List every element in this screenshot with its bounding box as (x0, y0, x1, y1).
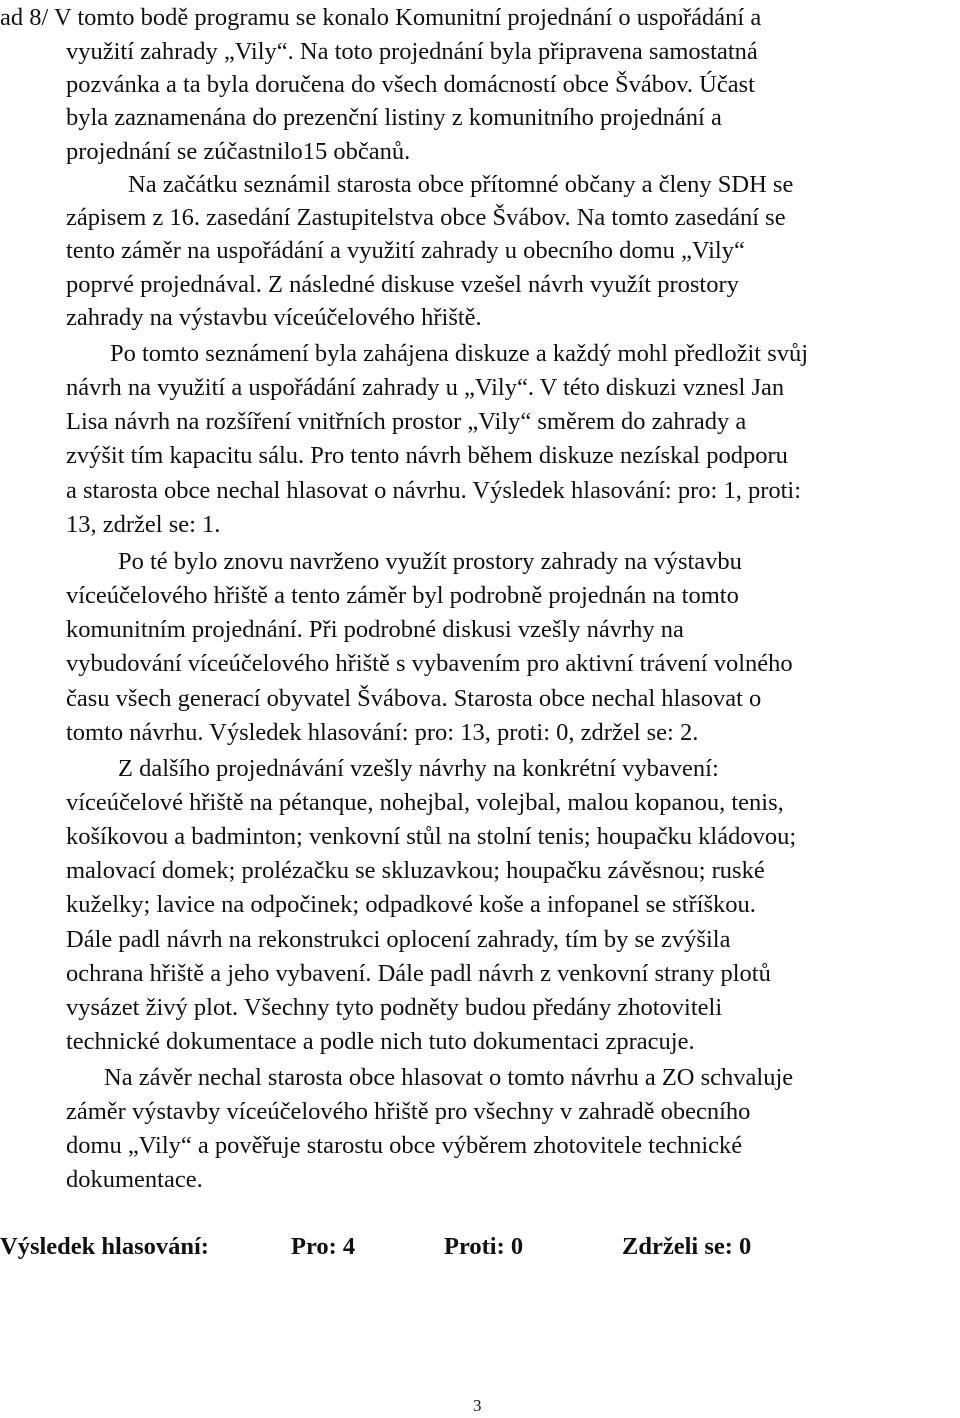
text-line-9: poprvé projednával. Z následné diskuse vzešel návrh využít prostory (66, 271, 739, 298)
vote-result-label: Výsledek hlasování: (0, 1233, 209, 1260)
text-line-7: zápisem z 16. zasedání Zastupitelstva obce Švábov. Na tomto zasedání se (66, 204, 786, 231)
text-line-4: byla zaznamenána do prezenční listiny z komunitního projednání a (66, 104, 722, 131)
vote-abstained: Zdrželi se: 0 (622, 1233, 752, 1260)
text-line-24: víceúčelové hřiště na pétanque, nohejbal, volejbal, malou kopanou, tenis, (66, 789, 784, 816)
text-line-5: projednání se zúčastnilo15 občanů. (66, 138, 411, 165)
text-line-15: a starosta obce nechal hlasovat o návrhu. Výsledek hlasování: pro: 1, proti: (66, 477, 802, 504)
text-line-30: vysázet živý plot. Všechny tyto podněty budou předány zhotoviteli (66, 994, 723, 1021)
text-line-27: kuželky; lavice na odpočinek; odpadkové koše a infopanel se stříškou. (66, 891, 756, 918)
text-line-35: dokumentace. (66, 1166, 203, 1193)
text-line-32: Na závěr nechal starosta obce hlasovat o tomto návrhu a ZO schvaluje (104, 1064, 794, 1091)
text-line-22: tomto návrhu. Výsledek hlasování: pro: 13, proti: 0, zdržel se: 2. (66, 719, 699, 746)
text-line-34: domu „Vily“ a pověřuje starostu obce výběrem zhotovitele technické (66, 1132, 743, 1159)
text-line-29: ochrana hřiště a jeho vybavení. Dále padl návrh z venkovní strany plotů (66, 960, 771, 987)
text-line-16: 13, zdržel se: 1. (66, 511, 221, 538)
text-line-20: vybudování víceúčelového hřiště s vybavením pro aktivní trávení volného (66, 650, 793, 677)
text-line-23: Z dalšího projednávání vzešly návrhy na konkrétní vybavení: (118, 755, 719, 782)
text-line-18: víceúčelového hřiště a tento záměr byl podrobně projednán na tomto (66, 582, 739, 609)
text-line-3: pozvánka a ta byla doručena do všech domácností obce Švábov. Účast (66, 71, 755, 98)
text-line-10: zahrady na výstavbu víceúčelového hřiště. (66, 304, 482, 331)
text-line-2: využití zahrady „Vily“. Na toto projednání byla připravena samostatná (66, 38, 758, 65)
text-line-25: košíkovou a badminton; venkovní stůl na stolní tenis; houpačku kládovou; (66, 823, 797, 850)
text-line-11: Po tomto seznámení byla zahájena diskuze a každý mohl předložit svůj (110, 340, 809, 367)
text-line-21: času všech generací obyvatel Švábova. Starosta obce nechal hlasovat o (66, 685, 762, 712)
text-line-8: tento záměr na uspořádání a využití zahrady u obecního domu „Vily“ (66, 237, 745, 264)
text-line-26: malovací domek; prolézačku se skluzavkou; houpačku závěsnou; ruské (66, 857, 765, 884)
text-line-14: zvýšit tím kapacitu sálu. Pro tento návrh během diskuze nezískal podporu (66, 442, 788, 469)
vote-pro: Pro: 4 (291, 1233, 356, 1260)
text-line-12: návrh na využití a uspořádání zahrady u „Vily“. V této diskuzi vznesl Jan (66, 374, 785, 401)
page-number: 3 (473, 1396, 482, 1415)
text-line-6: Na začátku seznámil starosta obce přítomné občany a členy SDH se (128, 171, 794, 198)
text-line-33: záměr výstavby víceúčelového hřiště pro všechny v zahradě obecního (66, 1098, 751, 1125)
text-line-13: Lisa návrh na rozšíření vnitřních prostor „Vily“ směrem do zahrady a (66, 408, 747, 435)
text-line-31: technické dokumentace a podle nich tuto dokumentaci zpracuje. (66, 1028, 695, 1055)
vote-proti: Proti: 0 (444, 1233, 524, 1260)
text-line-19: komunitním projednání. Při podrobné diskusi vzešly návrhy na (66, 616, 684, 643)
text-line-17: Po té bylo znovu navrženo využít prostory zahrady na výstavbu (118, 548, 742, 575)
text-line-28: Dále padl návrh na rekonstrukci oplocení zahrady, tím by se zvýšila (66, 926, 731, 953)
text-line-1: ad 8/ V tomto bodě programu se konalo Komunitní projednání o uspořádání a (0, 4, 762, 31)
